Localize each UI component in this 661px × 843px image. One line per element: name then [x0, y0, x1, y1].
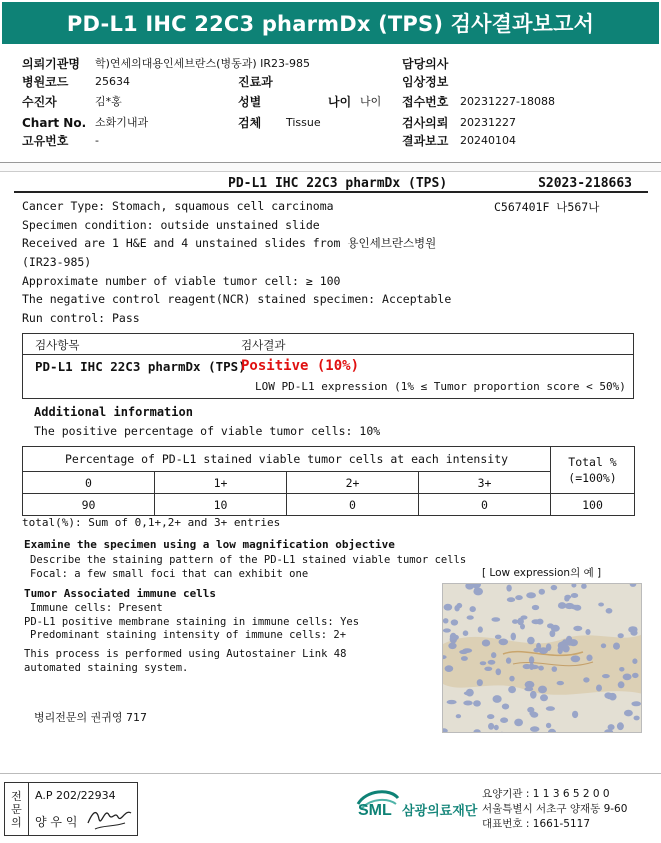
cell-nucleus: [606, 608, 613, 614]
result-box-header: [23, 334, 633, 355]
cell-nucleus: [509, 676, 514, 682]
intensity-column-1plus: 1+: [155, 472, 287, 494]
viable-tumor-cell-line: Approximate number of viable tumor cell: ≥ 100: [22, 274, 341, 288]
cell-nucleus: [617, 722, 624, 730]
cell-nucleus: [529, 711, 536, 715]
cell-nucleus: [632, 658, 637, 664]
total-header-line1: Total %: [568, 455, 617, 469]
sml-logo: [356, 788, 400, 828]
cell-nucleus: [619, 667, 624, 672]
immune-cells-line1: Immune cells: Present: [30, 602, 163, 614]
pathologist-box: [4, 782, 138, 836]
cell-nucleus: [488, 660, 496, 665]
ap-number: A.P 202/22934: [35, 789, 116, 802]
cell-nucleus: [463, 630, 469, 636]
cell-nucleus: [445, 665, 454, 672]
cell-nucleus: [551, 585, 558, 590]
cell-nucleus: [533, 648, 540, 653]
cell-nucleus: [623, 674, 632, 681]
request-date-value: 20231227: [460, 116, 516, 129]
immune-cells-heading: Tumor Associated immune cells: [24, 587, 217, 600]
cell-nucleus: [511, 633, 516, 641]
intensity-table: [22, 446, 635, 516]
cell-nucleus: [602, 674, 610, 678]
additional-info-text: The positive percentage of viable tumor cells: 10%: [34, 424, 381, 438]
total-header-line2: (=100%): [568, 471, 617, 485]
cell-nucleus: [514, 719, 523, 727]
accession-number-label: 접수번호: [402, 95, 449, 109]
immune-cells-line3: Predominant staining intensity of immune cells: 2+: [30, 629, 347, 641]
cell-nucleus: [598, 603, 604, 607]
specimen-code: C567401F 나567나: [494, 200, 600, 214]
process-line1: This process is performed using Autostainer Link 48: [24, 648, 347, 660]
cell-nucleus: [573, 626, 582, 631]
cell-nucleus: [480, 661, 487, 665]
cell-nucleus: [495, 635, 502, 640]
requesting-institution-label: 의뢰기관명: [22, 57, 80, 71]
cell-nucleus: [539, 589, 545, 595]
header-divider: [0, 162, 661, 172]
cell-nucleus: [473, 700, 481, 706]
cell-nucleus: [613, 643, 620, 650]
result-test-name: PD-L1 IHC 22C3 pharmDx (TPS): [35, 359, 246, 374]
cell-nucleus: [470, 606, 476, 612]
cell-nucleus: [551, 625, 560, 632]
cell-nucleus: [552, 666, 558, 672]
age-label: 나이: [328, 95, 352, 109]
cell-nucleus: [459, 650, 468, 654]
cell-nucleus: [496, 668, 502, 675]
cell-nucleus: [447, 700, 457, 704]
result-value: Positive (10%): [241, 358, 360, 374]
run-control-line: Run control: Pass: [22, 311, 140, 325]
cell-nucleus: [443, 628, 451, 632]
total-note: total(%): Sum of 0,1+,2+ and 3+ entries: [22, 516, 281, 529]
age-value: 나이: [360, 95, 382, 108]
cell-nucleus: [524, 687, 533, 691]
cell-nucleus: [487, 714, 494, 719]
medical-institution-number: 요양기관 : 1 1 3 6 5 2 0 0: [482, 788, 610, 800]
cell-nucleus: [529, 656, 534, 664]
cell-nucleus: [499, 639, 509, 646]
cell-nucleus: [491, 652, 496, 658]
pathologist-signature-line: 병리전문의 권귀영 717: [34, 711, 147, 724]
referral-number-line: (IR23-985): [22, 255, 92, 269]
chart-number-label: Chart No.: [22, 116, 87, 130]
cell-nucleus: [596, 685, 602, 692]
cell-nucleus: [494, 725, 499, 730]
test-item-column-label: 검사항목: [35, 338, 80, 352]
intensity-column-2plus: 2+: [287, 472, 419, 494]
intensity-column-0: 0: [23, 472, 155, 494]
cell-nucleus: [634, 716, 640, 721]
cell-nucleus: [624, 710, 633, 717]
cell-nucleus: [443, 618, 449, 623]
org-name: 삼광의료재단: [402, 804, 478, 819]
report-date-value: 20240104: [460, 134, 516, 147]
cell-nucleus: [585, 629, 590, 635]
intensity-value-3plus: 0: [419, 494, 551, 516]
cell-nucleus: [583, 677, 589, 682]
cell-nucleus: [571, 655, 581, 662]
cell-nucleus: [450, 633, 457, 641]
cell-nucleus: [456, 714, 461, 718]
result-box: [22, 333, 634, 399]
cell-nucleus: [488, 723, 494, 730]
cell-nucleus: [608, 724, 615, 730]
process-line2: automated staining system.: [24, 662, 189, 674]
cell-nucleus: [628, 626, 637, 633]
cell-nucleus: [565, 603, 575, 609]
intensity-value-1plus: 10: [155, 494, 287, 516]
specimen-condition-line: Specimen condition: outside unstained slide: [22, 218, 320, 232]
cell-nucleus: [467, 615, 474, 619]
phone-number: 대표번호 : 1661-5117: [482, 818, 591, 830]
unique-id-value: -: [95, 134, 99, 147]
sex-label: 성별: [238, 95, 262, 109]
ihc-sample-image: [442, 583, 642, 733]
cell-nucleus: [500, 717, 508, 723]
cell-nucleus: [526, 592, 536, 598]
cell-nucleus: [530, 691, 537, 699]
low-mag-line1: Describe the staining pattern of the PD-L1 stained viable tumor cells: [30, 554, 467, 566]
cell-nucleus: [606, 693, 614, 699]
intensity-total-value: 100: [551, 494, 635, 516]
low-mag-line2: Focal: a few small foci that can exhibit one: [30, 568, 309, 580]
request-date-label: 검사의뢰: [402, 116, 449, 130]
requesting-institution-value: 학)연세의대용인세브란스(병동과) IR23-985: [95, 57, 310, 70]
unique-id-label: 고유번호: [22, 134, 69, 148]
sml-logo-text: SML: [358, 802, 392, 819]
cell-nucleus: [461, 656, 468, 661]
patient-name-label: 수진자: [22, 95, 57, 109]
hospital-code-label: 병원코드: [22, 75, 69, 89]
cell-nucleus: [508, 686, 516, 693]
cell-nucleus: [571, 593, 578, 598]
tissue-micrograph: [443, 584, 642, 733]
specialist-side-char-2: 문: [11, 802, 22, 816]
specialist-side-label: [5, 783, 29, 835]
cancer-type-line: Cancer Type: Stomach, squamous cell carcinoma: [22, 199, 334, 213]
department-label: 진료과: [238, 75, 273, 89]
cell-nucleus: [532, 619, 541, 624]
cell-nucleus: [557, 681, 564, 685]
cell-nucleus: [618, 633, 624, 638]
image-caption: [ Low expression의 예 ]: [482, 567, 602, 579]
cell-nucleus: [506, 585, 511, 592]
cell-nucleus: [515, 595, 523, 600]
specialist-side-char-3: 의: [11, 815, 22, 829]
negative-control-line: The negative control reagent(NCR) stained specimen: Acceptable: [22, 292, 452, 306]
cell-nucleus: [506, 657, 511, 663]
specimen-value: Tissue: [286, 116, 321, 129]
cell-nucleus: [538, 666, 544, 671]
cell-nucleus: [517, 618, 524, 626]
cell-nucleus: [507, 597, 515, 602]
cell-nucleus: [558, 646, 563, 654]
cell-nucleus: [565, 641, 574, 645]
report-title: PD-L1 IHC 22C3 pharmDx (TPS) 검사결과보고서: [2, 2, 659, 44]
report-test-name: PD-L1 IHC 22C3 pharmDx (TPS): [228, 176, 448, 191]
cell-nucleus: [532, 605, 539, 610]
cell-nucleus: [631, 701, 641, 706]
intensity-table-header: Percentage of PD-L1 stained viable tumor cells at each intensity: [23, 447, 551, 472]
low-mag-heading: Examine the specimen using a low magnification objective: [24, 538, 395, 551]
patient-name-value: 김*홍: [95, 95, 122, 108]
cell-nucleus: [491, 617, 500, 622]
cell-nucleus: [601, 643, 606, 648]
specialist-side-char-1: 전: [11, 789, 22, 803]
cell-nucleus: [451, 619, 458, 625]
cell-nucleus: [478, 626, 483, 632]
cell-nucleus: [540, 694, 548, 701]
cell-nucleus: [572, 711, 578, 718]
attending-doctor-label: 담당의사: [402, 57, 449, 71]
cell-nucleus: [493, 695, 502, 703]
cell-nucleus: [463, 701, 472, 706]
cell-nucleus: [564, 596, 569, 601]
cell-nucleus: [562, 645, 569, 652]
additional-info-heading: Additional information: [34, 405, 193, 419]
chart-number-value: 소화기내과: [95, 116, 149, 129]
doctor-name: 양 우 익: [35, 815, 78, 829]
cell-nucleus: [530, 726, 539, 732]
cell-nucleus: [632, 673, 639, 678]
report-heading: [14, 176, 648, 193]
cell-nucleus: [586, 655, 592, 662]
cell-nucleus: [448, 643, 456, 650]
specimen-label: 검체: [238, 116, 262, 130]
footer: [0, 773, 661, 843]
cell-nucleus: [482, 640, 490, 647]
hospital-code-value: 25634: [95, 75, 130, 88]
intensity-column-3plus: 3+: [419, 472, 551, 494]
total-header: [551, 447, 635, 494]
address: 서울특별시 서초구 양재동 9-60: [482, 803, 628, 815]
cell-nucleus: [512, 619, 518, 624]
cell-nucleus: [454, 605, 459, 611]
immune-cells-line2: PD-L1 positive membrane staining in immune cells: Yes: [24, 616, 360, 628]
accession-number-value: 20231227-18088: [460, 95, 555, 108]
report-id: S2023-218663: [538, 176, 632, 191]
received-slides-line: Received are 1 H&E and 4 unstained slides from 용인세브란스병원: [22, 236, 437, 250]
patient-info-header: [0, 52, 661, 152]
doctor-signature: [85, 801, 135, 833]
intensity-value-2plus: 0: [287, 494, 419, 516]
clinical-info-label: 임상정보: [402, 75, 449, 89]
result-interpretation: LOW PD-L1 expression (1% ≤ Tumor proportion score < 50%): [255, 380, 626, 393]
cell-nucleus: [618, 681, 625, 688]
report-date-label: 결과보고: [402, 134, 449, 148]
test-result-column-label: 검사결과: [241, 338, 286, 352]
cell-nucleus: [502, 704, 509, 710]
intensity-value-0: 90: [23, 494, 155, 516]
cell-nucleus: [466, 689, 474, 697]
cell-nucleus: [484, 667, 492, 671]
cell-nucleus: [546, 706, 555, 711]
cell-nucleus: [444, 604, 453, 611]
cell-nucleus: [529, 663, 534, 670]
cell-nucleus: [538, 686, 547, 694]
cell-nucleus: [546, 723, 551, 728]
cell-nucleus: [477, 679, 483, 686]
cell-nucleus: [527, 637, 535, 645]
